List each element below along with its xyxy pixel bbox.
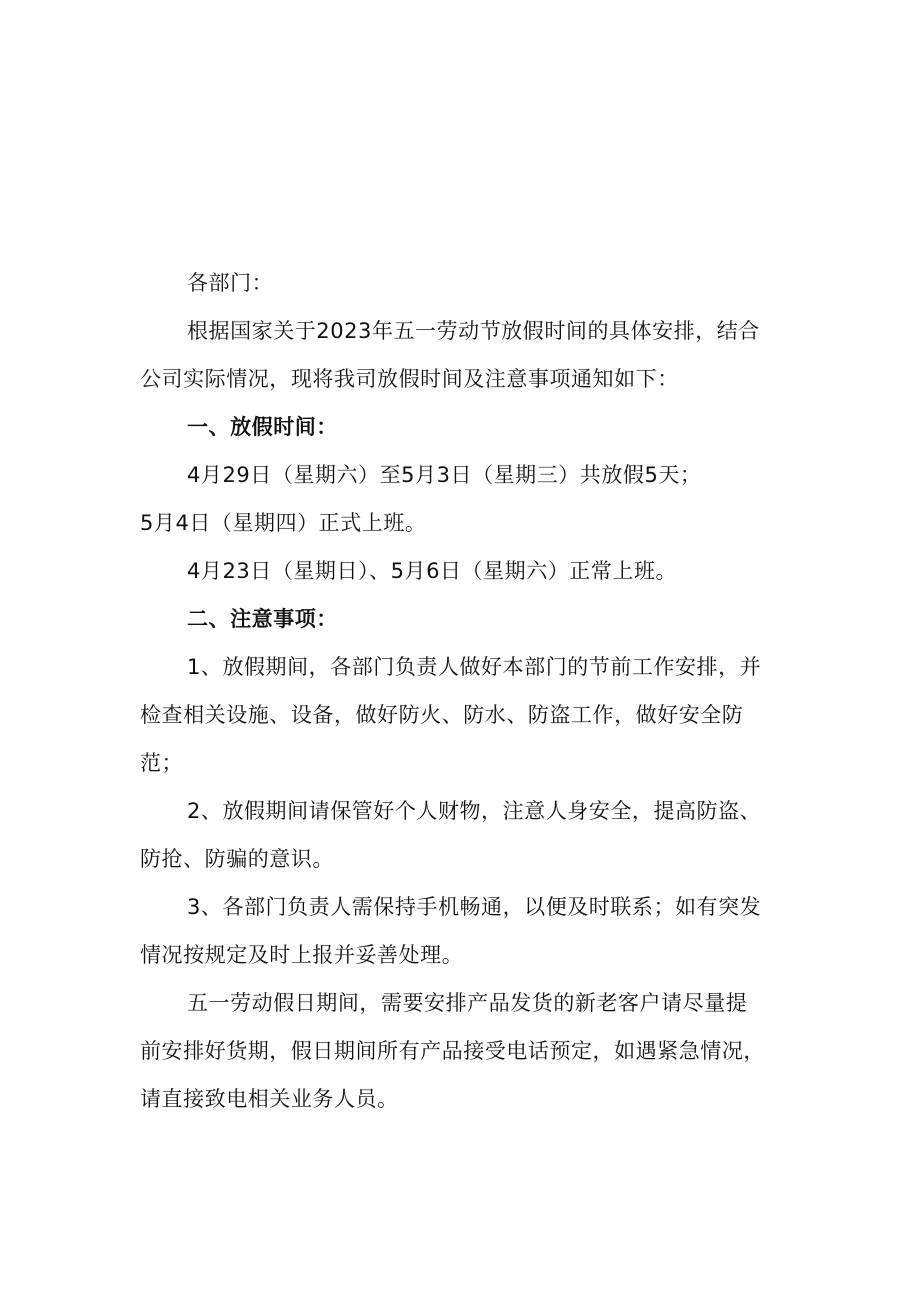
closing-line: 请直接致电相关业务人员。 (140, 1087, 399, 1111)
holiday-dates-line: 4月29日（星期六）至5月3日（星期三）共放假5天； (187, 463, 702, 487)
intro-line: 公司实际情况，现将我司放假时间及注意事项通知如下： (140, 367, 679, 391)
note-line: 3、各部门负责人需保持手机畅通，以便及时联系；如有突发 (187, 895, 762, 919)
note-line: 情况按规定及时上报并妥善处理。 (140, 943, 464, 967)
makeup-workdays-line: 4月23日（星期日）、5月6日（星期六）正常上班。 (187, 559, 678, 583)
closing-line: 五一劳动假日期间，需要安排产品发货的新老客户请尽量提 (187, 991, 748, 1015)
makeup-workdays-paragraph (140, 547, 805, 595)
closing-paragraph (140, 979, 805, 1123)
notice-body (140, 259, 805, 1123)
note-line: 范； (140, 751, 184, 775)
section-heading-notes (140, 595, 805, 643)
section-heading-holiday-time (140, 403, 805, 451)
closing-line: 前安排好货期，假日期间所有产品接受电话预定，如遇紧急情况， (140, 1039, 765, 1063)
note-line: 检查相关设施、设备，做好防火、防水、防盗工作，做好安全防 (140, 703, 744, 727)
note-item-1 (140, 643, 805, 787)
salutation-text: 各部门： (187, 271, 274, 295)
section-heading-text: 一、放假时间： (187, 415, 338, 439)
note-item-3 (140, 883, 805, 979)
note-line: 防抢、防骗的意识。 (140, 847, 334, 871)
note-item-2 (140, 787, 805, 883)
section-heading-text: 二、注意事项： (187, 607, 338, 631)
intro-paragraph (140, 307, 805, 403)
intro-line: 根据国家关于2023年五一劳动节放假时间的具体安排，结合 (187, 319, 760, 343)
salutation (140, 259, 805, 307)
holiday-dates-paragraph (140, 451, 805, 547)
note-line: 1、放假期间，各部门负责人做好本部门的节前工作安排，并 (187, 655, 762, 679)
note-line: 2、放假期间请保管好个人财物，注意人身安全，提高防盗、 (187, 799, 762, 823)
holiday-dates-line: 5月4日（星期四）正式上班。 (140, 511, 427, 535)
